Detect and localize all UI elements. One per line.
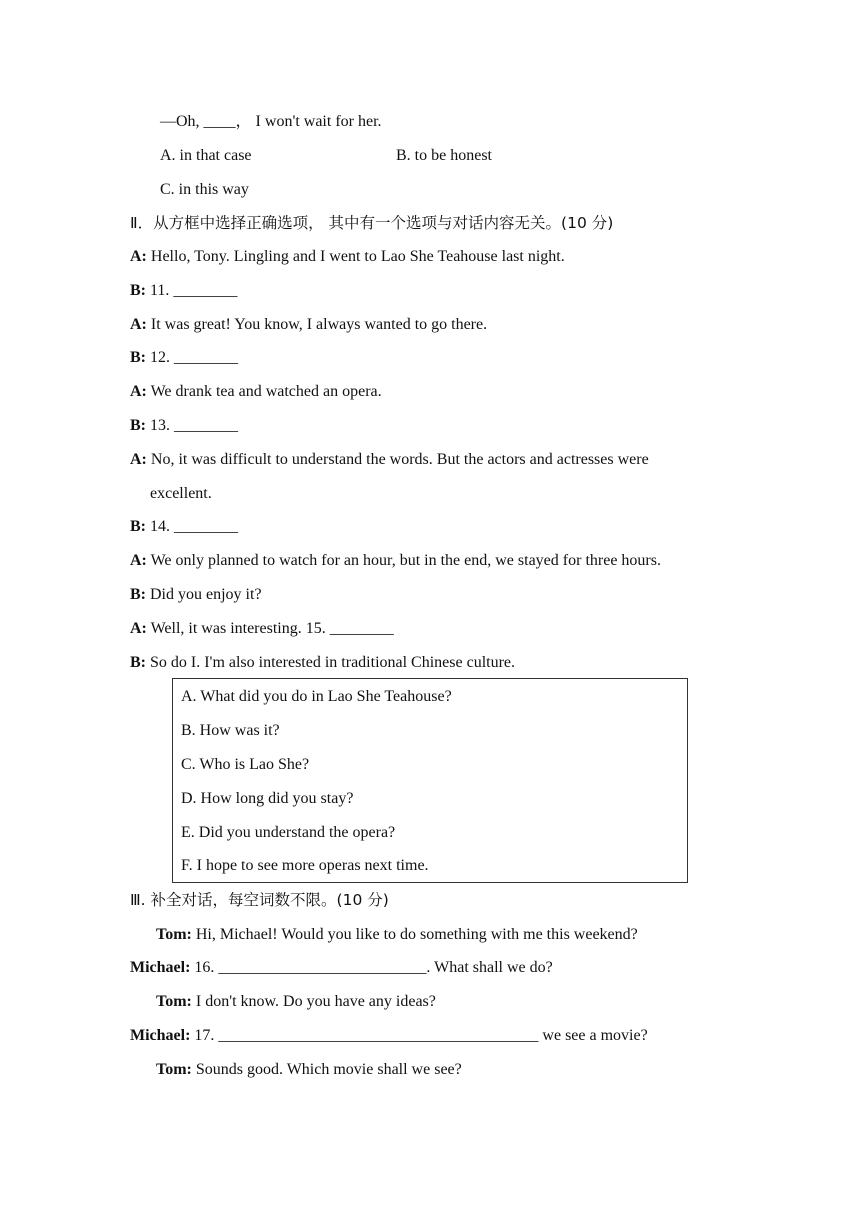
dialogue-line — [130, 416, 238, 436]
dialogue-text: Well, it was interesting. 15. ________ — [146, 620, 394, 637]
speaker-label: A: — [130, 383, 147, 400]
dialogue-line — [130, 315, 487, 335]
dialogue-text: I don't know. Do you have any ideas? — [191, 993, 436, 1010]
dialogue-text: 17. ________________________________________ we see a movie? — [190, 1027, 648, 1044]
section-2-heading: Ⅱ．从方框中选择正确选项， 其中有一个选项与对话内容无关。(10 分) — [130, 214, 614, 232]
dialogue-text: 12. ________ — [146, 349, 238, 366]
question-10-option-b: B. to be honest — [396, 147, 492, 164]
box-option-b: B. How was it? — [181, 722, 280, 739]
section-3-heading: Ⅲ. 补全对话，每空词数不限。(10 分) — [130, 891, 389, 909]
dialogue-text: No, it was difficult to understand the words. But the actors and actresses were — [146, 451, 649, 468]
dialogue-line — [130, 551, 661, 571]
speaker-label: B: — [130, 586, 146, 603]
dialogue-line — [130, 382, 382, 402]
dialogue-text: It was great! You know, I always wanted to go there. — [146, 316, 488, 333]
speaker-label: A: — [130, 620, 147, 637]
speaker-label: A: — [130, 552, 147, 569]
box-option-d: D. How long did you stay? — [181, 790, 354, 807]
question-10-stem: —Oh, ____， I won't wait for her. — [160, 113, 382, 130]
dialogue-line — [130, 281, 237, 301]
dialogue-text: So do I. I'm also interested in traditional Chinese culture. — [146, 654, 516, 671]
box-option-e: E. Did you understand the opera? — [181, 824, 396, 841]
dialogue-line — [130, 653, 515, 673]
speaker-label: Tom: — [156, 1061, 192, 1078]
dialogue-line — [130, 958, 553, 978]
question-10-option-c: C. in this way — [160, 181, 249, 198]
box-option-c: C. Who is Lao She? — [181, 756, 310, 773]
dialogue-line — [130, 1026, 648, 1046]
box-option-f: F. I hope to see more operas next time. — [181, 857, 429, 874]
dialogue-line — [130, 517, 238, 537]
dialogue-text: Hello, Tony. Lingling and I went to Lao She Teahouse last night. — [146, 248, 565, 265]
dialogue-text: We drank tea and watched an opera. — [146, 383, 382, 400]
dialogue-line — [156, 992, 436, 1012]
options-box — [172, 678, 688, 883]
dialogue-text: 13. ________ — [146, 417, 238, 434]
speaker-label: B: — [130, 518, 146, 535]
dialogue-line-continued — [150, 484, 212, 504]
speaker-label: A: — [130, 451, 147, 468]
speaker-label: B: — [130, 282, 146, 299]
speaker-label: A: — [130, 316, 147, 333]
dialogue-line — [156, 1060, 462, 1080]
dialogue-text: Hi, Michael! Would you like to do something with me this weekend? — [191, 926, 638, 943]
speaker-label: Tom: — [156, 993, 192, 1010]
dialogue-text: excellent. — [150, 485, 212, 502]
dialogue-line — [130, 450, 649, 470]
dialogue-text: 11. ________ — [146, 282, 238, 299]
dialogue-text: 14. ________ — [146, 518, 238, 535]
dialogue-line — [130, 247, 565, 267]
speaker-label: Michael: — [130, 959, 191, 976]
speaker-label: B: — [130, 417, 146, 434]
speaker-label: B: — [130, 349, 146, 366]
dialogue-line — [130, 585, 262, 605]
speaker-label: Michael: — [130, 1027, 191, 1044]
box-option-a: A. What did you do in Lao She Teahouse? — [181, 688, 452, 705]
dialogue-text: We only planned to watch for an hour, but in the end, we stayed for three hours. — [146, 552, 661, 569]
question-10-option-a: A. in that case — [160, 147, 252, 164]
dialogue-line — [130, 619, 394, 639]
speaker-label: Tom: — [156, 926, 192, 943]
speaker-label: A: — [130, 248, 147, 265]
dialogue-line — [130, 348, 238, 368]
speaker-label: B: — [130, 654, 146, 671]
dialogue-text: Did you enjoy it? — [146, 586, 262, 603]
dialogue-line — [156, 925, 638, 945]
dialogue-text: 16. __________________________. What shall we do? — [190, 959, 553, 976]
dialogue-text: Sounds good. Which movie shall we see? — [191, 1061, 462, 1078]
